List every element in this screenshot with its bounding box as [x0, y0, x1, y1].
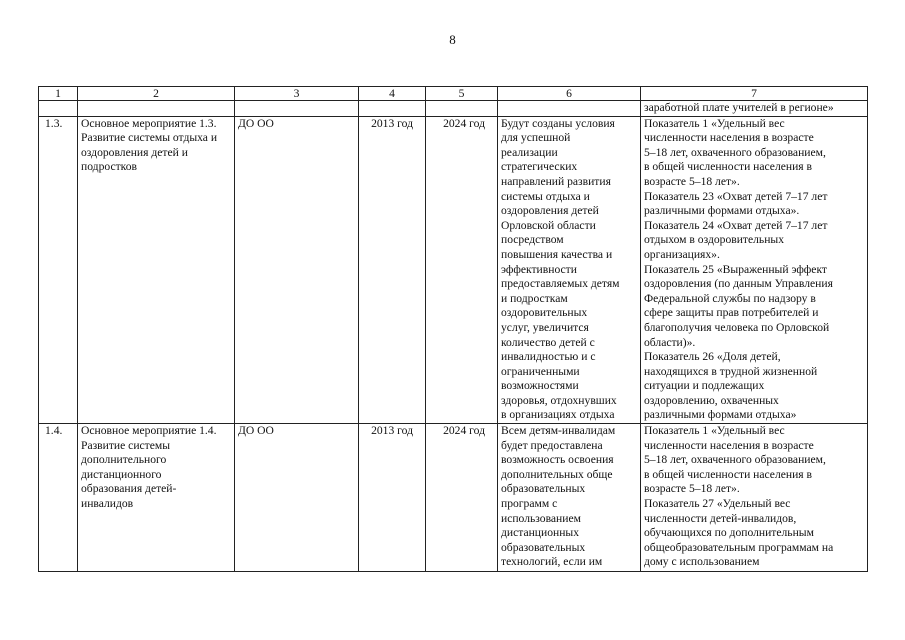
text-line: Будут созданы условия — [501, 116, 615, 130]
text-line: оздоровления (по данным Управления — [644, 277, 833, 291]
text-line: системы отдыха и — [501, 189, 590, 203]
text-line: дистанционного — [81, 467, 162, 481]
text-line: технологий, если им — [501, 555, 603, 569]
text-line: Развитие системы — [81, 438, 171, 452]
text-line: дому с использованием — [644, 555, 760, 569]
text-line: Основное мероприятие 1.4. — [81, 424, 217, 438]
text-line: использованием — [501, 511, 581, 525]
text-line: Орловской области — [501, 218, 596, 232]
row-number: 1.3. — [39, 116, 78, 423]
text-line: образовательных — [501, 482, 586, 496]
column-header: 5 — [426, 87, 498, 101]
header-row — [39, 87, 868, 101]
text-line: ситуации и подлежащих — [644, 379, 765, 393]
text-line: различными формами отдыха» — [644, 408, 797, 422]
text-line: для успешной — [501, 131, 571, 145]
row-number: 1.4. — [39, 424, 78, 572]
text-line: Всем детям-инвалидам — [501, 424, 616, 438]
text-line: возможность освоения — [501, 453, 614, 467]
text-line: реализации — [501, 145, 558, 159]
indicators — [641, 424, 868, 572]
text-line: находящихся в трудной жизненной — [644, 364, 818, 378]
text-line: направлений развития — [501, 174, 611, 188]
end-year: 2024 год — [426, 116, 498, 423]
column-header: 1 — [39, 87, 78, 101]
text-line: оздоровительных — [501, 306, 588, 320]
column-header: 3 — [235, 87, 359, 101]
text-line: Показатель 1 «Удельный вес — [644, 424, 785, 438]
text-line: инвалидностью и с — [501, 350, 596, 364]
text-line: в общей численности населения в — [644, 160, 812, 174]
text-line: возрасте 5–18 лет». — [644, 174, 740, 188]
text-line: здоровья, отдохнувших — [501, 393, 617, 407]
expected-result — [498, 116, 641, 423]
text-line: стратегических — [501, 160, 578, 174]
text-line: в организациях отдыха — [501, 408, 615, 422]
text-line: обучающихся по дополнительным — [644, 526, 814, 540]
text-line: услуг, увеличится — [501, 320, 589, 334]
end-year: 2024 год — [426, 424, 498, 572]
text-line: оздоровлению, охваченных — [644, 393, 779, 407]
text-line: программ с — [501, 497, 558, 511]
executor: ДО ОО — [235, 116, 359, 423]
start-year: 2013 год — [359, 424, 426, 572]
indicators — [641, 116, 868, 423]
text-line: подростков — [81, 160, 137, 174]
text-line: образовательных — [501, 540, 586, 554]
column-header: 2 — [78, 87, 235, 101]
column-header: 6 — [498, 87, 641, 101]
text-line: Показатель 25 «Выраженный эффект — [644, 262, 827, 276]
text-line: организациях». — [644, 247, 720, 261]
text-line: Показатель 24 «Охват детей 7–17 лет — [644, 218, 828, 232]
text-line: и подросткам — [501, 291, 568, 305]
continuation-row — [39, 101, 868, 117]
text-line: дополнительных обще — [501, 467, 613, 481]
text-line: Показатель 1 «Удельный вес — [644, 116, 785, 130]
text-line: Показатель 26 «Доля детей, — [644, 350, 781, 364]
text-line: сфере защиты прав потребителей и — [644, 306, 819, 320]
text-line: дистанционных — [501, 526, 580, 540]
text-line: посредством — [501, 233, 564, 247]
text-line: 5–18 лет, охваченного образованием, — [644, 145, 826, 159]
text-line: инвалидов — [81, 497, 134, 511]
text-line: Основное мероприятие 1.3. — [81, 116, 217, 130]
start-year: 2013 год — [359, 116, 426, 423]
table-row — [39, 424, 868, 572]
executor: ДО ОО — [235, 424, 359, 572]
continuation-cell: заработной плате учителей в регионе» — [641, 101, 868, 117]
expected-result — [498, 424, 641, 572]
text-line: повышения качества и — [501, 247, 613, 261]
text-line: области)». — [644, 335, 696, 349]
text-line: благополучия человека по Орловской — [644, 320, 830, 334]
text-line: Развитие системы отдыха и — [81, 131, 218, 145]
table-row — [39, 116, 868, 423]
text-line: численности населения в возрасте — [644, 131, 814, 145]
text-line: Показатель 23 «Охват детей 7–17 лет — [644, 189, 828, 203]
text-line: возрасте 5–18 лет». — [644, 482, 740, 496]
column-header: 4 — [359, 87, 426, 101]
text-line: общеобразовательным программам на — [644, 540, 834, 554]
text-line: Федеральной службы по надзору в — [644, 291, 816, 305]
text-line: количество детей с — [501, 335, 595, 349]
column-header: 7 — [641, 87, 868, 101]
text-line: Показатель 27 «Удельный вес — [644, 497, 791, 511]
activities-table — [38, 86, 868, 572]
text-line: будет предоставлена — [501, 438, 603, 452]
text-line: численности детей-инвалидов, — [644, 511, 797, 525]
activity-title — [78, 116, 235, 423]
text-line: отдыхом в оздоровительных — [644, 233, 784, 247]
activity-title — [78, 424, 235, 572]
text-line: в общей численности населения в — [644, 467, 812, 481]
text-line: возможностями — [501, 379, 579, 393]
text-line: различными формами отдыха». — [644, 204, 800, 218]
text-line: ограниченными — [501, 364, 580, 378]
text-line: предоставляемых детям — [501, 277, 620, 291]
page-number: 8 — [449, 32, 456, 47]
text-line: оздоровления детей — [501, 204, 599, 218]
text-line: оздоровления детей и — [81, 145, 188, 159]
text-line: образования детей- — [81, 482, 177, 496]
text-line: дополнительного — [81, 453, 167, 467]
text-line: 5–18 лет, охваченного образованием, — [644, 453, 826, 467]
text-line: численности населения в возрасте — [644, 438, 814, 452]
text-line: эффективности — [501, 262, 577, 276]
